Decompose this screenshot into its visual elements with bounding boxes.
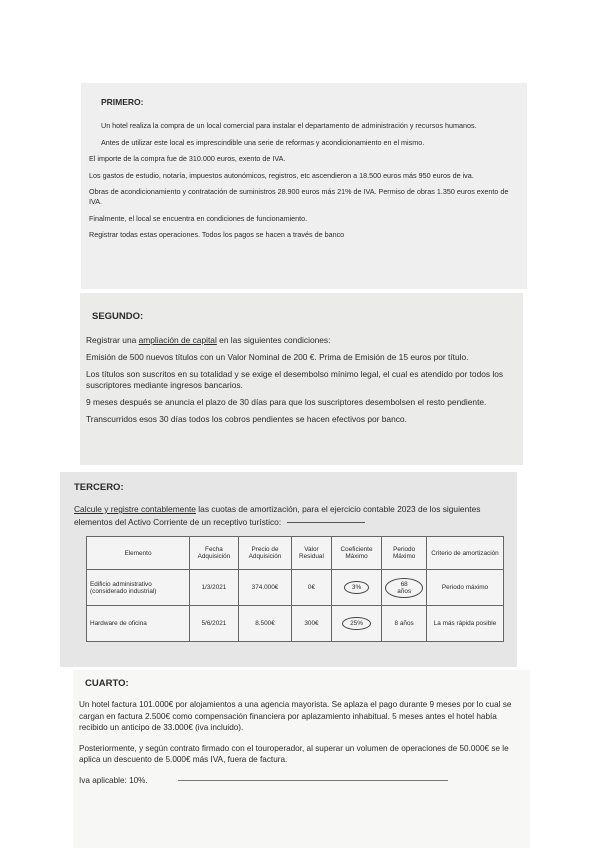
paragraph: Finalmente, el local se encuentra en condiciones de funcionamiento. — [89, 213, 308, 223]
paragraph: 9 meses después se anuncia el plazo de 30 días para que los suscriptores desembolsen el resto pendiente. — [86, 397, 487, 407]
section-title: CUARTO: — [85, 678, 129, 689]
table-cell — [382, 570, 427, 606]
circled-value: 3% — [344, 581, 369, 594]
section-cuarto — [73, 670, 530, 848]
paragraph — [79, 775, 518, 787]
table-cell: 300€ — [292, 606, 332, 642]
text: Registrar una — [86, 335, 139, 345]
table-cell: 374.000€ — [238, 570, 291, 606]
table-cell: Edificio administrativo (considerado industrial) — [87, 570, 190, 606]
text: en las siguientes condiciones: — [216, 335, 331, 345]
column-header: Periodo Máximo — [382, 537, 427, 570]
table-cell: 1/3/2021 — [190, 570, 239, 606]
table-cell: 0€ — [292, 570, 332, 606]
paragraph: Un hotel realiza la compra de un local comercial para instalar el departamento de administración y recursos humanos. — [101, 121, 477, 130]
underlined-term: Calcule y registre contablemente — [74, 504, 196, 514]
table-cell: Periodo máximo — [427, 570, 504, 606]
table-row — [87, 606, 504, 642]
section-primero — [81, 83, 527, 289]
table-cell: 5/6/2021 — [190, 606, 239, 642]
underlined-term: ampliación de capital — [138, 335, 217, 345]
circled-value: 25% — [342, 617, 371, 630]
paragraph: Los títulos son suscritos en su totalidad y se exige el desembolso mínimo legal, el cual es atendido por todos los suscriptores mediante ingresos bancarios. — [86, 369, 504, 390]
table-header-row — [87, 537, 504, 570]
table-cell: 8 años — [382, 606, 427, 642]
section-title: PRIMERO: — [101, 97, 144, 107]
paragraph: Posteriormente, y según contrato firmado con el touroperador, al superar un volumen de operaciones de 50.000€ se le aplica un descuento de 5.000€ más IVA, fuera de factura. — [79, 743, 509, 765]
text: las cuotas de amortización, para el ejercicio contable 2023 de los siguientes elementos del Activo Corriente de un receptivo turístico: — [74, 504, 481, 527]
section-title: SEGUNDO: — [92, 311, 144, 322]
circled-value: 68 años — [385, 578, 423, 598]
paragraph — [74, 503, 507, 528]
paragraph: Registrar todas estas operaciones. Todos los pagos se hacen a través de banco — [89, 230, 345, 240]
paragraph — [86, 335, 511, 346]
text: Iva aplicable: 10%. — [79, 775, 148, 785]
paragraph: Los gastos de estudio, notaría, impuestos autonómicos, registros, etc ascendieron a 18.500 euros más 950 euros de iva. — [89, 170, 474, 180]
table-cell — [331, 606, 382, 642]
paragraph: Un hotel factura 101.000€ por alojamientos a una agencia mayorista. Se aplaza el pago durante 9 meses por lo cual se cargan en factura 2.500€ como compensación financiera por aplazamiento inhabitual. 5 meses antes el hotel había recibido un anticipo de 33.000€ (iva incluido). — [79, 700, 512, 733]
section-segundo — [80, 293, 523, 465]
column-header: Elemento — [87, 537, 190, 570]
table-cell: La más rápida posible — [427, 606, 504, 642]
paragraph: El importe de la compra fue de 310.000 euros, exento de IVA. — [89, 154, 286, 164]
blank-line — [178, 780, 448, 781]
paragraph: Emisión de 500 nuevos títulos con un Valor Nominal de 200 €. Prima de Emisión de 15 euros por título. — [86, 352, 469, 362]
column-header: Valor Residual — [292, 537, 332, 570]
paragraph: Obras de acondicionamiento y contratación de suministros 28.900 euros más 21% de IVA. Permiso de obras 1.350 euros exento de IVA. — [89, 187, 509, 206]
table-cell: 8.500€ — [238, 606, 291, 642]
table-cell: Hardware de oficina — [87, 606, 190, 642]
table-row — [87, 570, 504, 606]
section-tercero — [60, 472, 517, 667]
section-title: TERCERO: — [74, 482, 124, 493]
column-header: Fecha Adquisición — [190, 537, 239, 570]
blank-line — [287, 522, 365, 523]
amortization-table — [86, 536, 504, 642]
table-cell — [331, 570, 382, 606]
paragraph: Antes de utilizar este local es imprescindible una serie de reformas y acondicionamiento en el mismo. — [101, 137, 425, 147]
column-header: Precio de Adquisición — [238, 537, 291, 570]
column-header: Coeficiente Máximo — [331, 537, 382, 570]
paragraph: Transcurridos esos 30 días todos los cobros pendientes se hacen efectivos por banco. — [86, 414, 407, 424]
column-header: Criterio de amortización — [427, 537, 504, 570]
